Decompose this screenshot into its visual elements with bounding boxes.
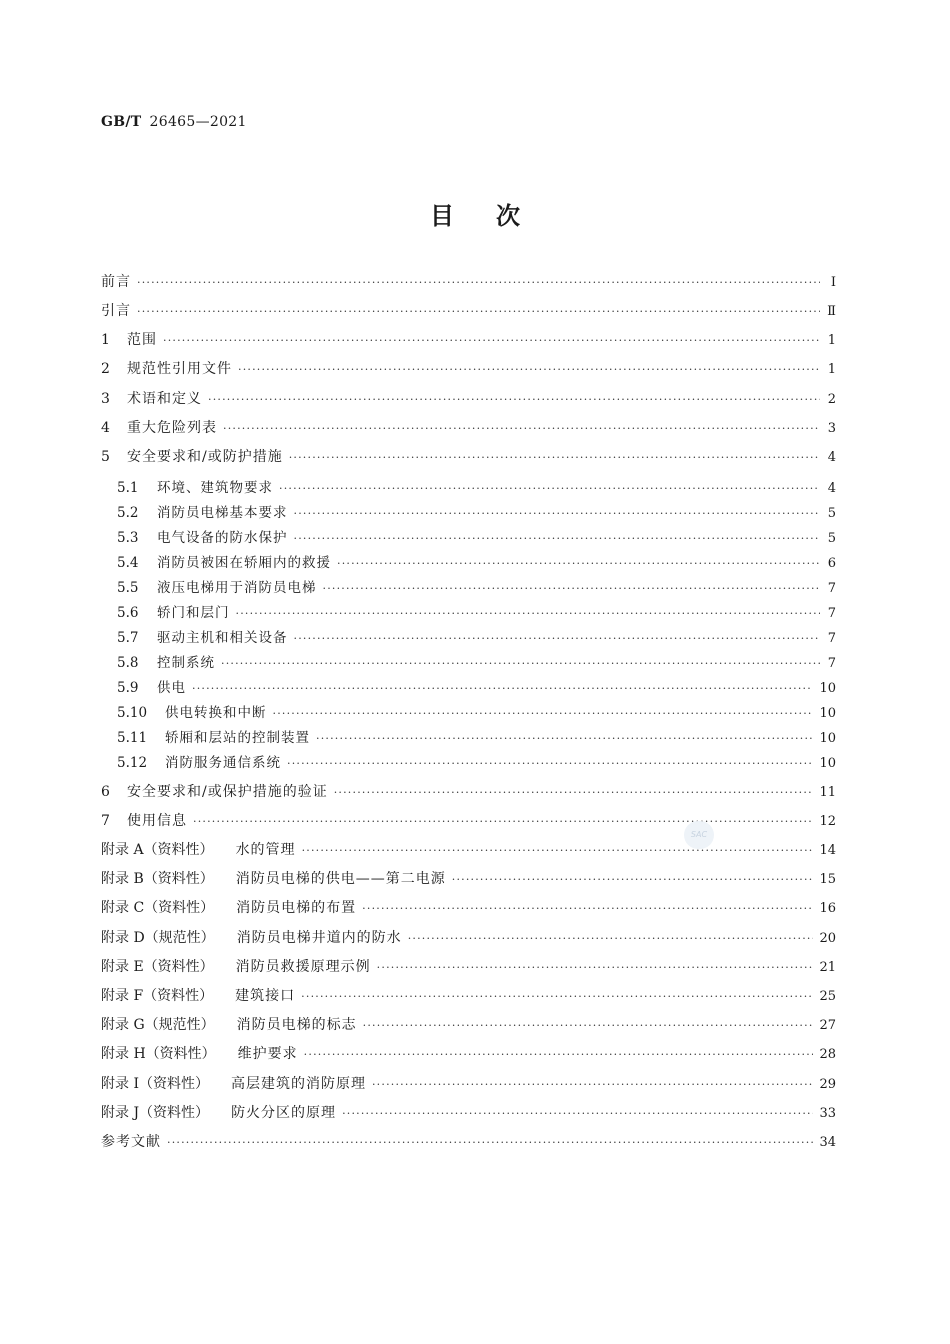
toc-entry-number: 附录 J（资料性） [101, 1105, 210, 1121]
toc-entry-title: 使用信息 [127, 813, 187, 829]
toc-entry [101, 551, 836, 575]
toc-entry [101, 896, 836, 920]
toc-entry-page: 10 [819, 731, 836, 746]
toc-entry [101, 501, 836, 525]
toc-entry [101, 576, 836, 600]
toc-entry-number: 附录 C（资料性） [101, 900, 215, 916]
toc-entry [101, 387, 836, 411]
toc-entry-title: 消防员救援原理示例 [235, 959, 371, 975]
toc-entry-title: 术语和定义 [127, 391, 202, 407]
toc-entry-number: 附录 H（资料性） [101, 1046, 216, 1062]
toc-entry-page: 11 [819, 785, 836, 800]
toc-entry-title: 引言 [101, 303, 131, 319]
toc-entry-title: 消防员电梯井道内的防水 [236, 930, 402, 946]
dot-leader [408, 927, 814, 951]
toc-entry [101, 1042, 836, 1066]
dot-leader [193, 810, 813, 834]
toc-entry-title: 高层建筑的消防原理 [230, 1076, 366, 1092]
dot-leader [334, 781, 814, 805]
toc-entry-page: 7 [827, 606, 836, 621]
toc-entry-number: 5.4 [117, 555, 139, 571]
toc-entry-number: 5.8 [117, 655, 139, 671]
toc-entry-page: 28 [819, 1047, 836, 1062]
dot-leader [342, 1102, 813, 1126]
toc-entry-page: 2 [827, 392, 836, 407]
toc-entry-page: 6 [827, 556, 836, 571]
dot-leader [337, 552, 820, 576]
dot-leader [223, 417, 820, 441]
toc-entry-title: 水的管理 [235, 842, 296, 858]
toc-entry-number: 5.9 [117, 680, 139, 696]
toc-entry-number: 5.3 [117, 530, 139, 546]
toc-entry-page: 21 [819, 960, 836, 975]
standard-code [101, 114, 247, 130]
dot-leader [316, 727, 813, 751]
toc-entry-page: 14 [819, 843, 836, 858]
dot-leader [221, 652, 820, 676]
dot-leader [137, 271, 820, 295]
toc-entry-number: 5.11 [117, 730, 148, 746]
toc-entry [101, 867, 836, 891]
toc-entry-page: 5 [827, 531, 836, 546]
toc-entry-page: 12 [819, 814, 836, 829]
toc-entry-title: 参考文献 [101, 1134, 161, 1150]
toc-entry-title: 液压电梯用于消防员电梯 [157, 580, 317, 596]
toc-entry-page: 33 [819, 1106, 836, 1121]
toc-entry-number: 7 [101, 813, 110, 829]
toc-entry-page: 1 [827, 333, 836, 348]
toc-entry-page: 1 [827, 362, 836, 377]
toc-entry-number: 3 [101, 391, 110, 407]
dot-leader [236, 602, 821, 626]
toc-entry [101, 984, 836, 1008]
toc-entry-page: 25 [819, 989, 836, 1004]
toc-entry [101, 926, 836, 950]
toc-entry-page: 10 [819, 681, 836, 696]
toc-entry [101, 270, 836, 294]
toc-entry-number: 4 [101, 420, 110, 436]
dot-leader [372, 1073, 813, 1097]
dot-leader [452, 868, 814, 892]
toc-entry [101, 357, 836, 381]
dot-leader [304, 1043, 814, 1067]
toc-entry-page: Ⅰ [830, 275, 836, 290]
toc-entry-number: 附录 E（资料性） [101, 959, 214, 975]
toc-entry [101, 476, 836, 500]
toc-entry [101, 751, 836, 775]
toc-entry-page: 5 [827, 506, 836, 521]
toc-entry-title: 建筑接口 [235, 988, 296, 1004]
dot-leader [192, 677, 813, 701]
toc-entry-title: 维护要求 [237, 1046, 298, 1062]
dot-leader [294, 627, 821, 651]
toc-entry-number: 附录 F（资料性） [101, 988, 214, 1004]
dot-leader [163, 329, 820, 353]
toc-entry-title: 防火分区的原理 [231, 1105, 337, 1121]
toc-entry-title: 驱动主机和相关设备 [157, 630, 288, 646]
toc-entry [101, 726, 836, 750]
dot-leader [273, 702, 814, 726]
toc-entry-number: 5.10 [117, 705, 148, 721]
toc-entry [101, 328, 836, 352]
toc-entry-number: 5.5 [117, 580, 139, 596]
toc-entry [101, 601, 836, 625]
dot-leader [302, 839, 814, 863]
toc-entry-number: 附录 A（资料性） [101, 842, 214, 858]
toc-entry [101, 838, 836, 862]
toc-entry-number: 5.1 [117, 480, 139, 496]
toc-entry-title: 消防员电梯的供电——第二电源 [235, 871, 446, 887]
toc-entry [101, 526, 836, 550]
toc-entry-number: 5.6 [117, 605, 139, 621]
toc-entry-page: 7 [827, 631, 836, 646]
toc-entry [101, 416, 836, 440]
toc-entry-title: 消防员电梯基本要求 [157, 505, 288, 521]
toc-entry-title: 供电转换和中断 [165, 705, 267, 721]
toc-entry-title: 前言 [101, 274, 131, 290]
toc-entry-number: 附录 G（规范性） [101, 1017, 215, 1033]
dot-leader [301, 985, 813, 1009]
toc-entry-title: 轿门和层门 [157, 605, 230, 621]
standard-number: 26465—2021 [149, 114, 247, 130]
toc-entry-page: 20 [819, 931, 836, 946]
toc-entry-page: 27 [819, 1018, 836, 1033]
toc-entry-page: 4 [827, 481, 836, 496]
toc-entry-page: 3 [827, 421, 836, 436]
dot-leader [289, 446, 820, 470]
toc-entry-title: 消防员电梯的标志 [236, 1017, 357, 1033]
dot-leader [362, 897, 813, 921]
dot-leader [287, 752, 813, 776]
page-title: 目次 [430, 202, 562, 230]
toc-entry [101, 1130, 836, 1154]
toc-entry [101, 676, 836, 700]
toc-entry-number: 5.2 [117, 505, 139, 521]
toc-entry-number: 附录 I（资料性） [101, 1076, 209, 1092]
toc-entry-page: 4 [827, 450, 836, 465]
dot-leader [238, 358, 820, 382]
toc-entry [101, 955, 836, 979]
dot-leader [137, 300, 820, 324]
toc-entry [101, 1072, 836, 1096]
toc-entry-number: 2 [101, 361, 110, 377]
toc-entry [101, 1013, 836, 1037]
toc-entry [101, 651, 836, 675]
toc-entry-number: 附录 D（规范性） [101, 930, 215, 946]
dot-leader [377, 956, 814, 980]
toc-entry-page: 15 [819, 872, 836, 887]
toc-entry-page: Ⅱ [827, 304, 836, 319]
toc-entry-title: 范围 [127, 332, 157, 348]
toc-entry-page: 7 [827, 656, 836, 671]
dot-leader [294, 527, 821, 551]
dot-leader [363, 1014, 814, 1038]
toc-entry [101, 299, 836, 323]
toc-entry [101, 1101, 836, 1125]
toc-entry [101, 701, 836, 725]
toc-entry-page: 7 [827, 581, 836, 596]
toc-entry-number: 5.12 [117, 755, 148, 771]
toc-entry-title: 电气设备的防水保护 [157, 530, 288, 546]
toc-entry-number: 1 [101, 332, 110, 348]
toc-entry-title: 轿厢和层站的控制装置 [165, 730, 310, 746]
watermark-stamp: SAC [684, 821, 714, 849]
toc-entry-title: 安全要求和/或保护措施的验证 [127, 784, 328, 800]
toc-entry-page: 10 [819, 706, 836, 721]
toc-entry [101, 626, 836, 650]
dot-leader [167, 1131, 813, 1155]
toc-entry-page: 10 [819, 756, 836, 771]
toc-entry-number: 附录 B（资料性） [101, 871, 214, 887]
standard-prefix: GB/T [101, 114, 142, 130]
toc-entry-title: 环境、建筑物要求 [157, 480, 273, 496]
toc-entry-title: 供电 [157, 680, 186, 696]
toc-entry-title: 重大危险列表 [127, 420, 217, 436]
dot-leader [208, 388, 820, 412]
toc-entry-title: 安全要求和/或防护措施 [127, 449, 283, 465]
toc-entry-title: 消防员电梯的布置 [236, 900, 357, 916]
toc-entry-page: 34 [819, 1135, 836, 1150]
toc-entry-title: 消防服务通信系统 [165, 755, 281, 771]
toc-entry-page: 16 [819, 901, 836, 916]
toc-entry-number: 6 [101, 784, 110, 800]
toc-entry-number: 5 [101, 449, 110, 465]
toc-entry [101, 809, 836, 833]
toc-entry-title: 控制系统 [157, 655, 215, 671]
toc-entry-title: 规范性引用文件 [127, 361, 232, 377]
dot-leader [294, 502, 821, 526]
dot-leader [279, 477, 820, 501]
toc-entry-number: 5.7 [117, 630, 139, 646]
toc-entry-page: 29 [819, 1077, 836, 1092]
dot-leader [323, 577, 821, 601]
toc-entry [101, 445, 836, 469]
toc-entry-title: 消防员被困在轿厢内的救援 [157, 555, 331, 571]
toc-entry [101, 780, 836, 804]
